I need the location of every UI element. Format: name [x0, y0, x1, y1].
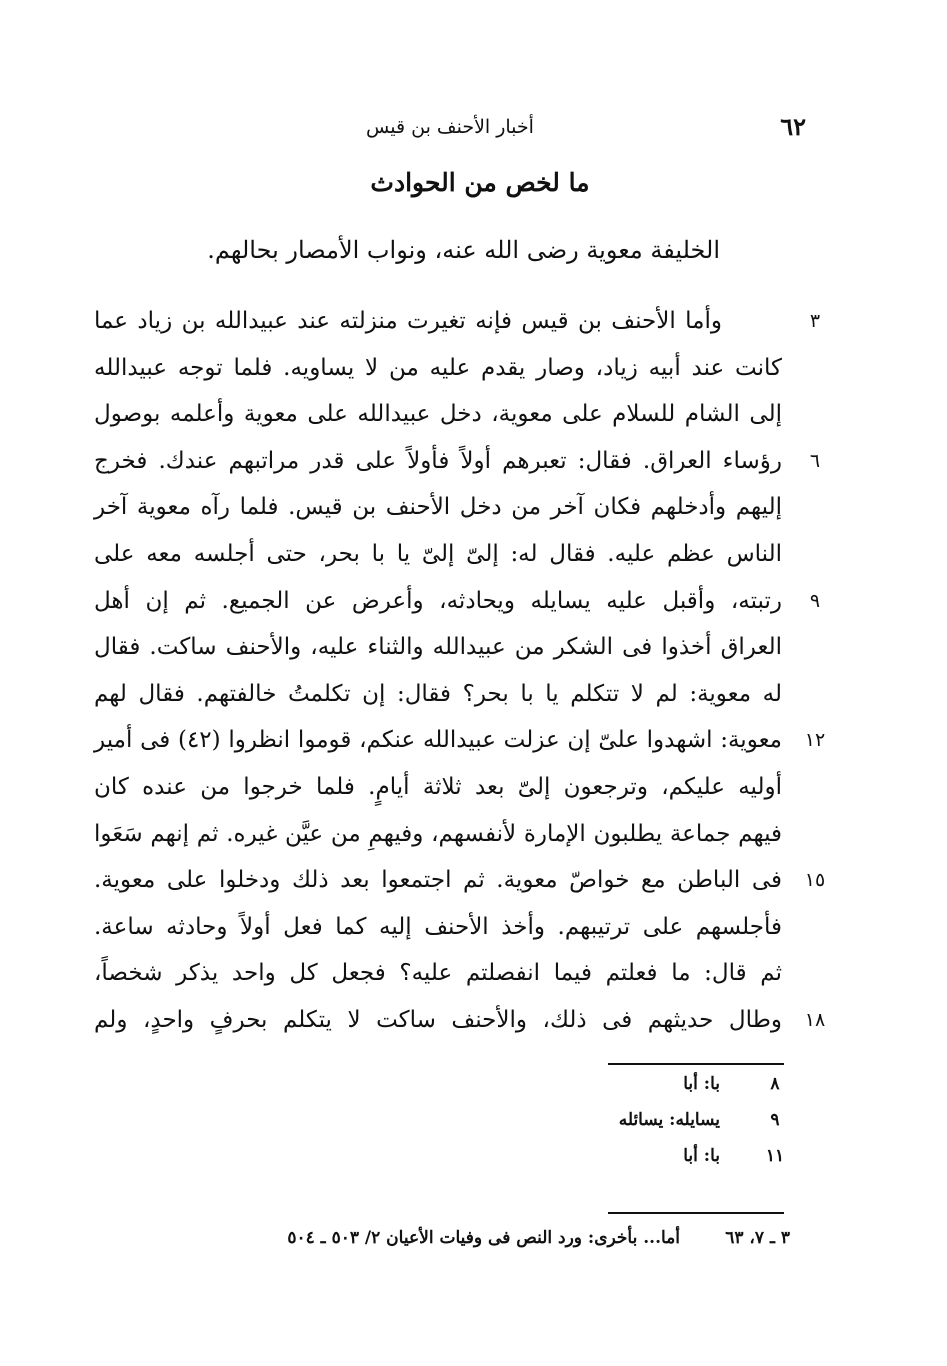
line-number: [800, 345, 830, 391]
footnote-number: ١١: [765, 1146, 785, 1166]
footnote-number: ٩: [770, 1110, 780, 1130]
text-line: فى الباطن مع خواصّ معوية. ثم اجتمعوا بعد ذلك ودخلوا على معوية.: [94, 867, 782, 893]
source-divider: [608, 1212, 784, 1214]
line-number: ٦: [809, 450, 821, 472]
text-line: ثم قال: ما فعلتم فيما انفصلتم عليه؟ فجعل كل واحد يذكر شخصاً،: [94, 960, 782, 986]
text-line: معوية: اشهدوا علىّ إن عزلت عبيدالله عنكم، قوموا انظروا (٤٢) فى أمير: [94, 727, 782, 753]
line-number: [800, 950, 830, 996]
line-number: [800, 531, 830, 577]
footnote-number: ٨: [770, 1074, 780, 1094]
text-line: رتبته، وأقبل عليه يسايله ويحادثه، وأعرض عن الجميع. ثم إن أهل: [94, 588, 782, 614]
footnote: [560, 1110, 790, 1140]
text-line: إلى الشام للسلام على معوية، دخل عبيدالله على معوية وأعلمه بوصول: [94, 401, 782, 427]
text-line: فيهم جماعة يطلبون الإمارة لأنفسهم، وفيهمِ من عيَّن غيره. ثم إنهم سَعَوا: [94, 821, 782, 847]
line-number: [800, 624, 830, 670]
text-line: إليهم وأدخلهم فكان آخر من دخل الأحنف بن قيس. فلما رآه معوية آخر: [94, 494, 782, 520]
source-line-range: ٣ ـ ٧، ٦٣: [725, 1228, 790, 1248]
section-title: ما لخص من الحوادث: [370, 168, 590, 197]
line-number: ١٥: [804, 869, 826, 891]
text-line: الناس عظم عليه. فقال له: إلىّ إلىّ يا با بحر، حتى أجلسه معه على: [94, 541, 782, 567]
footnote-text: با: أبا: [683, 1074, 720, 1094]
source-reference: [200, 1228, 790, 1258]
line-number: [800, 811, 830, 857]
text-line: وطال حديثهم فى ذلك، والأحنف ساكت لا يتكلم بحرفٍ واحدٍ، ولم: [94, 1007, 782, 1033]
line-number: [800, 484, 830, 530]
footnote-divider: [608, 1063, 784, 1065]
text-line: فأجلسهم على ترتيبهم. وأخذ الأحنف إليه كما فعل أولاً وحادثه ساعة.: [94, 914, 782, 940]
footnote-text: با: أبا: [683, 1146, 720, 1166]
footnote: [560, 1146, 790, 1176]
text-line: العراق أخذوا فى الشكر من عبيدالله والثناء عليه، والأحنف ساكت. فقال: [94, 634, 782, 660]
intro-paragraph: الخليفة معوية رضى الله عنه، ونواب الأمصار بحالهم.: [207, 236, 720, 264]
footnote: [560, 1074, 790, 1104]
line-number: [800, 391, 830, 437]
text-line: رؤساء العراق. فقال: تعبرهم أولاً فأولاً على قدر مراتبهم عندك. فخرج: [94, 448, 782, 474]
source-reference-text: أما... بأخرى: ورد النص فى وفيات الأعيان ٢/ ٥٠٣ ـ ٥٠٤: [287, 1228, 680, 1248]
text-line: كانت عند أبيه زياد، وصار يقدم عليه من لا يساويه. فلما توجه عبيدالله: [94, 355, 782, 381]
footnote-text: يسايله: يسائله: [618, 1110, 720, 1130]
line-number: ١٢: [804, 729, 826, 751]
line-number: ٣: [809, 310, 821, 332]
line-number: [800, 904, 830, 950]
text-line: أوليه عليكم، وترجعون إلىّ بعد ثلاثة أيامٍ. فلما خرجوا من عنده كان: [94, 774, 782, 800]
running-title: أخبار الأحنف بن قيس: [366, 116, 534, 138]
line-number: ٩: [809, 590, 821, 612]
line-number: ١٨: [804, 1009, 826, 1031]
text-line: له معوية: لم لا تتكلم يا با بحر؟ فقال: إن تكلمتُ خالفتهم. فقال لهم: [94, 681, 782, 707]
page-number: ٦٢: [780, 112, 806, 141]
line-number: [800, 671, 830, 717]
text-line: وأما الأحنف بن قيس فإنه تغيرت منزلته عند عبيدالله بن زياد عما: [94, 308, 722, 334]
line-number: [800, 764, 830, 810]
